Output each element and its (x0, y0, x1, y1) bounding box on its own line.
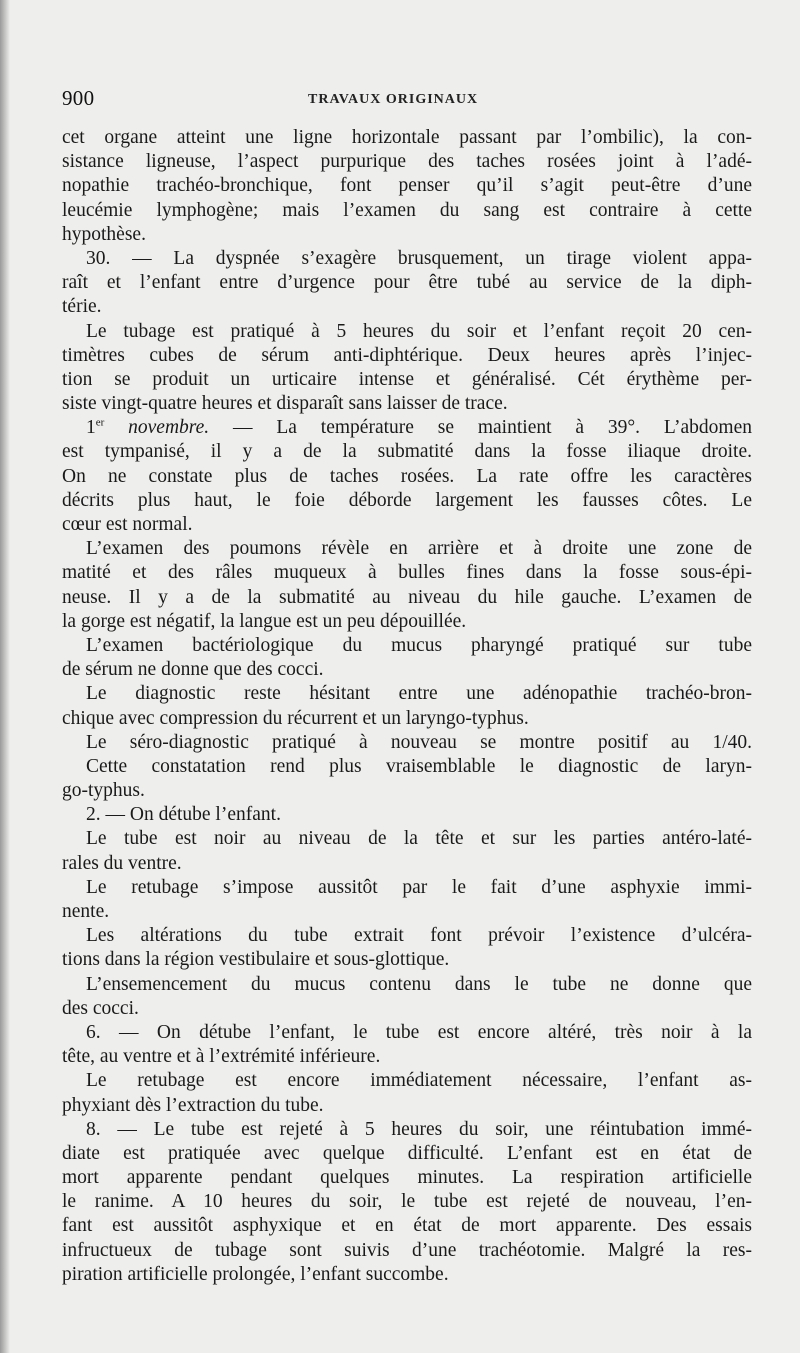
text-line: matité et des râles muqueux à bulles fines dans la fosse sous-épi- (62, 562, 752, 584)
text-line: Les altérations du tube extrait font prévoir l’existence d’ulcéra- (86, 925, 752, 947)
text-line: fant est aussitôt asphyxique et en état de mort apparente. Des essais (62, 1215, 752, 1237)
text-line: Le diagnostic reste hésitant entre une adénopathie trachéo-bron- (86, 683, 752, 705)
text-line: cœur est normal. (62, 514, 193, 535)
text-line: phyxiant dès l’extraction du tube. (62, 1094, 324, 1116)
page-header (62, 86, 752, 114)
running-head: TRAVAUX ORIGINAUX (308, 92, 479, 107)
text-line: le ranime. A 10 heures du soir, le tube est rejeté de nouveau, l’en- (62, 1191, 752, 1213)
text-line: L’examen bactériologique du mucus pharyngé pratiqué sur tube (86, 634, 752, 656)
date-line-rest: — La température se maintient à 39°. L’abdomen (209, 417, 752, 439)
page-number: 900 (62, 86, 95, 110)
text-line: mort apparente pendant quelques minutes. La respiration artificielle (62, 1167, 752, 1189)
text-line: tête, au ventre et à l’extrémité inférieure. (62, 1046, 381, 1068)
text-line: tion se produit un urticaire intense et généralisé. Cét érythème per- (62, 368, 752, 390)
text-line: chique avec compression du récurrent et un laryngo-typhus. (62, 707, 529, 729)
text-line: cet organe atteint une ligne horizontale passant par l’ombilic), la con- (62, 127, 752, 148)
text-line: diate est pratiquée avec quelque difficulté. L’enfant est en état de (62, 1142, 752, 1164)
text-line: siste vingt-quatre heures et disparaît sans laisser de trace. (62, 393, 508, 415)
text-line: 2. — On détube l’enfant. (86, 804, 281, 826)
text-line: timètres cubes de sérum anti-diphtérique. Deux heures après l’injec- (62, 344, 752, 366)
date-day-suffix: er (95, 416, 105, 429)
text-line: 30. — La dyspnée s’exagère brusquement, un tirage violent appa- (86, 247, 752, 269)
text-line: L’ensemencement du mucus contenu dans le tube ne donne que (86, 973, 752, 995)
text-line: nopathie trachéo-bronchique, font penser qu’il s’agit peut-être d’une (62, 175, 752, 197)
date-month: novembre. (104, 417, 210, 439)
text-line: Le tubage est pratiqué à 5 heures du soir et l’enfant reçoit 20 cen- (86, 320, 752, 342)
text-line: go-typhus. (62, 780, 145, 802)
text-line: leucémie lymphogène; mais l’examen du sang est contraire à cette (62, 199, 752, 221)
text-line: de sérum ne donne que des cocci. (62, 659, 324, 681)
text-line: est tympanisé, il y a de la submatité dans la fosse iliaque droite. (62, 441, 752, 463)
text-line: 6. — On détube l’enfant, le tube est encore altéré, très noir à la (86, 1021, 752, 1043)
text-line: des cocci. (62, 997, 139, 1019)
date-day: 1 (86, 417, 96, 439)
text-line: infructueux de tubage sont suivis d’une trachéotomie. Malgré la res- (62, 1239, 752, 1261)
text-line: Le séro-diagnostic pratiqué à nouveau se montre positif au 1/40. (86, 731, 752, 753)
text-line: 8. — Le tube est rejeté à 5 heures du soir, une réintubation immé- (86, 1118, 752, 1140)
text-line: hypothèse. (62, 223, 146, 245)
text-line: la gorge est négatif, la langue est un peu dépouillée. (62, 610, 467, 632)
date-line (62, 416, 752, 440)
text-line: Cette constatation rend plus vraisemblable le diagnostic de laryn- (86, 755, 752, 777)
text-line: raît et l’enfant entre d’urgence pour être tubé au service de la diph- (62, 272, 752, 294)
text-line: piration artificielle prolongée, l’enfant succombe. (62, 1263, 449, 1285)
page-edge-shadow (0, 0, 10, 1353)
text-line: sistance ligneuse, l’aspect purpurique des taches rosées joint à l’adé- (62, 151, 752, 173)
text-line: Le tube est noir au niveau de la tête et sur les parties antéro-laté- (86, 828, 752, 850)
text-line: nente. (62, 901, 110, 922)
text-line: rales du ventre. (62, 852, 182, 874)
text-line: On ne constate plus de taches rosées. La rate offre les caractères (62, 465, 752, 487)
body-text (62, 126, 752, 1287)
text-line: térie. (62, 296, 102, 318)
text-line: L’examen des poumons révèle en arrière et à droite une zone de (86, 538, 752, 560)
text-line: tions dans la région vestibulaire et sous-glottique. (62, 949, 450, 971)
text-line: décrits plus haut, le foie déborde largement les fausses côtes. Le (62, 489, 752, 511)
text-line: Le retubage s’impose aussitôt par le fait d’une asphyxie immi- (86, 876, 752, 898)
text-line: neuse. Il y a de la submatité au niveau du hile gauche. L’examen de (62, 586, 752, 608)
text-line: Le retubage est encore immédiatement nécessaire, l’enfant as- (86, 1070, 752, 1092)
